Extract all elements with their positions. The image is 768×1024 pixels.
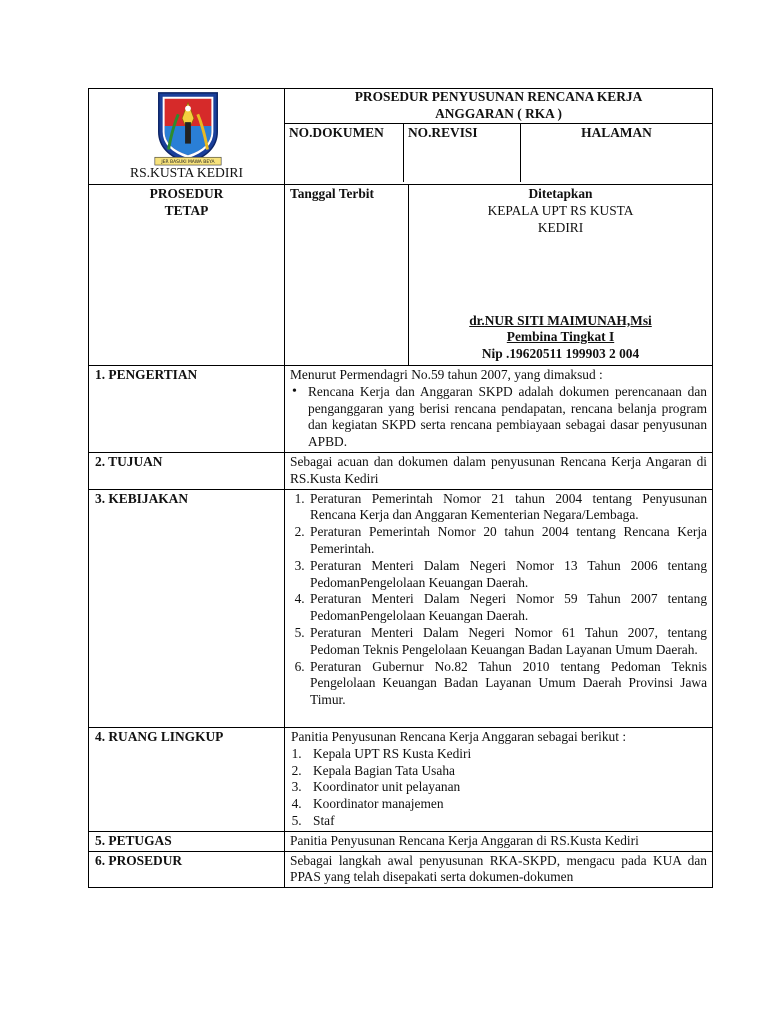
east-java-coat-of-arms-logo: [149, 89, 227, 167]
section-body-kebijakan: [285, 489, 713, 727]
ruang-lingkup-item: 5. Staf: [305, 813, 707, 830]
section-title-prosedur: 6. PROSEDUR: [89, 851, 285, 888]
kebijakan-item: 1. Peraturan Pemerintah Nomor 21 tahun 2004 tentang Penyusunan Rencana Kerja dan Anggaran Kementerian Negara/Lembaga.: [308, 491, 707, 525]
approval-signature-cell: [409, 185, 713, 366]
document-meta-row: [285, 124, 713, 185]
ruang-lingkup-item: 3. Koordinator unit pelayanan: [305, 779, 707, 796]
signatory-block: [409, 313, 712, 363]
organization-name: RS.KUSTA KEDIRI: [130, 165, 243, 181]
ruang-lingkup-item: 1. Kepala UPT RS Kusta Kediri: [305, 746, 707, 763]
section-title-ruang-lingkup: 4. RUANG LINGKUP: [89, 727, 285, 831]
kebijakan-item: 6. Peraturan Gubernur No.82 Tahun 2010 tentang Pedoman Teknis Pengelolaan Keuangan Badan Layanan Umum Daerah Provinsi Jawa Timur.: [308, 659, 707, 709]
issue-date-cell: [285, 185, 409, 366]
signatory-nip: Nip .19620511 199903 2 004: [481, 346, 640, 362]
protap-label-line-1: PROSEDUR: [149, 186, 224, 201]
kebijakan-item: 2. Peraturan Pemerintah Nomor 20 tahun 2004 tentang Rencana Kerja Pemerintah.: [308, 524, 707, 558]
logo-motto: JER BASUKI MAWA BEYA: [161, 160, 215, 166]
section-title-kebijakan: 3. KEBIJAKAN: [89, 489, 285, 727]
kebijakan-item: 3. Peraturan Menteri Dalam Negeri Nomor 13 Tahun 2006 tentang PedomanPengelolaan Keuangan Daerah.: [308, 558, 707, 592]
ruang-lingkup-list: [285, 746, 707, 830]
header-logo-cell: [89, 89, 285, 185]
approval-header: [414, 186, 707, 236]
section-body-tujuan: Sebagai acuan dan dokumen dalam penyusunan Rencana Kerja Angaran di RS.Kusta Kediri: [285, 452, 713, 489]
pengertian-intro: Menurut Permendagri No.59 tahun 2007, yang dimaksud :: [290, 367, 603, 382]
section-body-ruang-lingkup: [285, 727, 713, 831]
kebijakan-list: [290, 491, 707, 709]
document-title: [285, 89, 713, 124]
section-body-pengertian: [285, 366, 713, 453]
no-dokumen-label: NO.DOKUMEN: [285, 124, 404, 182]
signatory-rank: Pembina Tingkat I: [506, 329, 615, 345]
position-line-1: KEPALA UPT RS KUSTA: [487, 202, 634, 218]
section-body-prosedur: Sebagai langkah awal penyusunan RKA-SKPD, mengacu pada KUA dan PPAS yang telah disepakati serta dokumen-dokumen: [285, 851, 713, 888]
kebijakan-item: 5. Peraturan Menteri Dalam Negeri Nomor 61 Tahun 2007, tentang Pedoman Teknis Pengelolaan Keuangan Badan Layanan Umum Daerah.: [308, 625, 707, 659]
protap-label-line-2: TETAP: [164, 202, 209, 218]
protap-label-cell: [89, 185, 285, 366]
section-body-petugas: Panitia Penyusunan Rencana Kerja Anggaran di RS.Kusta Kediri: [285, 831, 713, 851]
ditetapkan-label: Ditetapkan: [528, 186, 593, 201]
signatory-name: dr.NUR SITI MAIMUNAH,Msi: [469, 312, 652, 328]
ruang-lingkup-intro: Panitia Penyusunan Rencana Kerja Anggaran sebagai berikut :: [291, 728, 627, 744]
ruang-lingkup-item: 4. Koordinator manajemen: [305, 796, 707, 813]
title-line-1: PROSEDUR PENYUSUNAN RENCANA KERJA: [354, 89, 643, 104]
ruang-lingkup-item: 2. Kepala Bagian Tata Usaha: [305, 763, 707, 780]
position-line-2: KEDIRI: [537, 219, 584, 235]
issue-date-label: Tanggal Terbit: [290, 186, 374, 201]
sop-table: [88, 88, 713, 888]
title-line-2: ANGGARAN ( RKA ): [435, 105, 562, 121]
pengertian-list: [290, 384, 707, 451]
sop-document: [88, 88, 712, 888]
halaman-label: HALAMAN: [581, 125, 652, 141]
section-title-petugas: 5. PETUGAS: [89, 831, 285, 851]
no-revisi-label: NO.REVISI: [404, 124, 521, 182]
kebijakan-item: 4. Peraturan Menteri Dalam Negeri Nomor 59 Tahun 2007 tentang PedomanPengelolaan Keuangan Daerah.: [308, 591, 707, 625]
section-title-tujuan: 2. TUJUAN: [89, 452, 285, 489]
pengertian-bullet: • Rencana Kerja dan Anggaran SKPD adalah dokumen perencanaan dan penganggaran yang berisi rencana pendapatan, rencana belanja program dan kegiatan SKPD serta rencana pembiayaan sebagai dasar penyusunan APBD.: [308, 384, 707, 451]
section-title-pengertian: 1. PENGERTIAN: [89, 366, 285, 453]
